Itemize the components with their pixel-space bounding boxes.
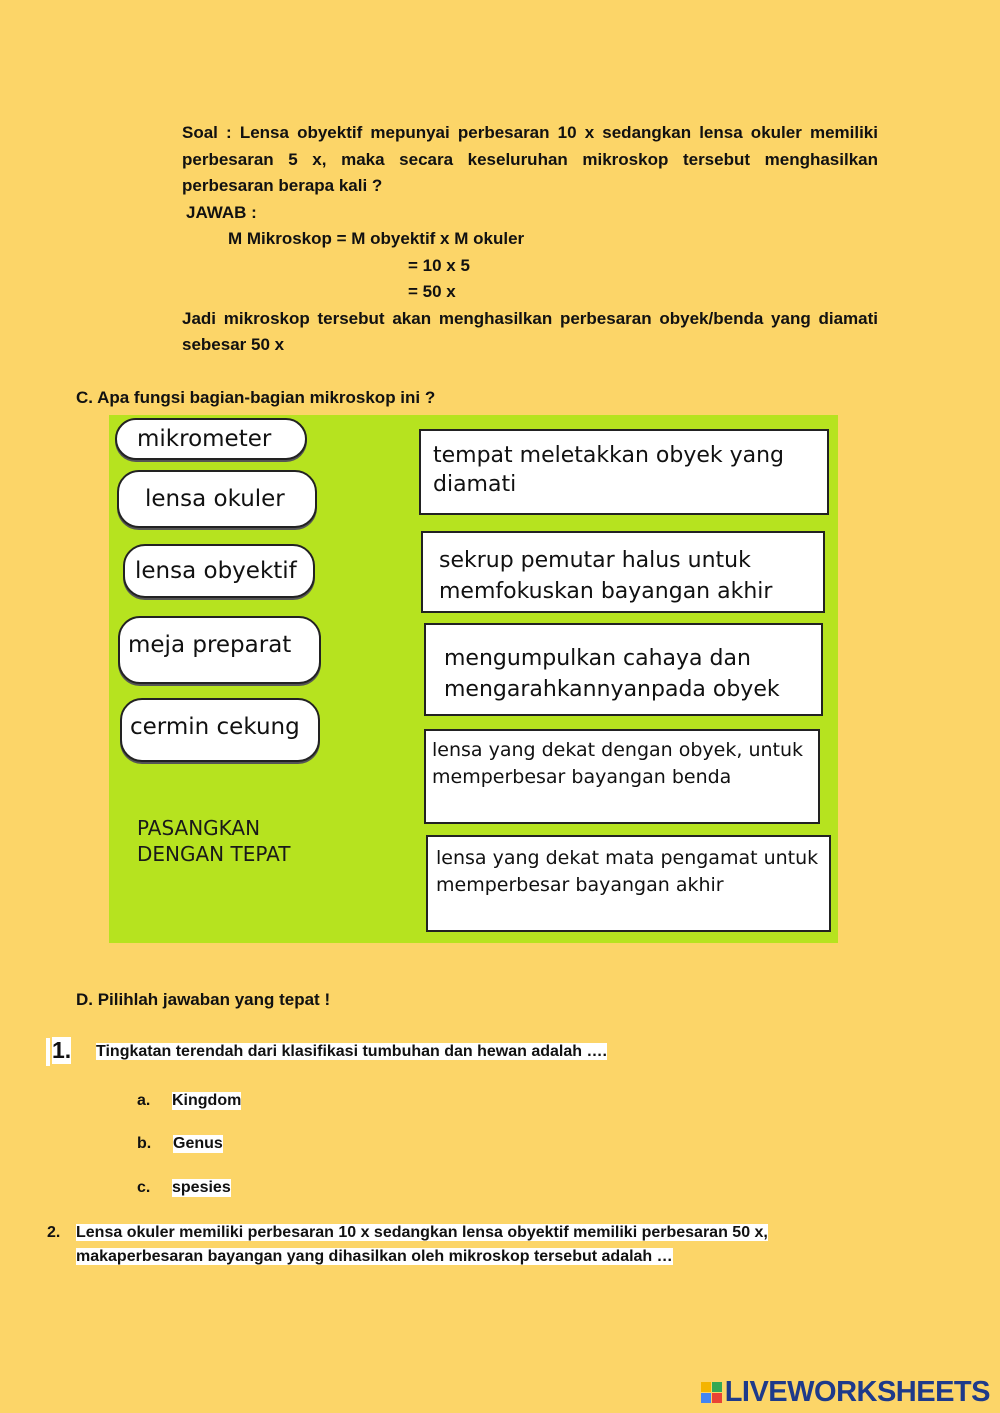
option-text[interactable]: spesies	[172, 1179, 231, 1196]
liveworksheets-brand	[701, 1376, 990, 1409]
liveworksheets-logo-icon	[701, 1382, 722, 1403]
question-2-line-1: Lensa okuler memiliki perbesaran 10 x sedangkan lensa obyektif memiliki perbesaran 50 x,	[76, 1224, 768, 1241]
term-lensa-okuler[interactable]: lensa okuler	[117, 470, 317, 528]
section-d-heading: D. Pilihlah jawaban yang tepat !	[76, 990, 331, 1009]
question-2	[47, 1221, 907, 1269]
matching-instruction: PASANGKAN DENGAN TEPAT	[137, 816, 291, 866]
example-conclusion: Jadi mikroskop tersebut akan menghasilkan perbesaran obyek/benda yang diamati sebesar 50 x	[182, 308, 878, 354]
option-text[interactable]: Kingdom	[172, 1092, 242, 1109]
term-cermin-cekung[interactable]: cermin cekung	[120, 698, 320, 762]
definition-5[interactable]: lensa yang dekat mata pengamat untuk memperbesar bayangan akhir	[426, 835, 831, 932]
definition-3[interactable]: mengumpulkan cahaya dan mengarahkannyanpada obyek	[424, 623, 823, 716]
term-meja-preparat[interactable]: meja preparat	[118, 616, 321, 684]
option-letter: a.	[137, 1092, 151, 1109]
question-1-number: 1.	[52, 1037, 72, 1063]
formula: M Mikroskop = M obyektif x M okuler	[228, 229, 525, 248]
question-2-line-2: makaperbesaran bayangan yang dihasilkan oleh mikroskop tersebut adalah …	[76, 1248, 673, 1265]
definition-4[interactable]: lensa yang dekat dengan obyek, untuk memperbesar bayangan benda	[424, 729, 820, 824]
calculation-step-1: = 10 x 5	[408, 255, 470, 275]
term-mikrometer[interactable]: mikrometer	[115, 418, 307, 460]
term-lensa-obyektif[interactable]: lensa obyektif	[123, 544, 315, 598]
answer-label: JAWAB :	[186, 202, 257, 222]
calculation-step-2: = 50 x	[408, 282, 456, 301]
matching-panel	[109, 415, 838, 943]
definition-1[interactable]: tempat meletakkan obyek yang diamati	[419, 429, 829, 515]
section-c-heading: C. Apa fungsi bagian-bagian mikroskop ini ?	[76, 388, 436, 407]
option-letter: c.	[137, 1179, 151, 1196]
option-letter: b.	[137, 1135, 152, 1152]
question-2-number: 2.	[47, 1224, 61, 1241]
example-question: Soal : Lensa obyektif mepunyai perbesaran 10 x sedangkan lensa okuler memiliki perbesaran 5 x, maka secara keseluruhan mikroskop tersebut menghasilkan perbesaran berapa kali ?	[182, 123, 878, 195]
definition-2[interactable]: sekrup pemutar halus untuk memfokuskan bayangan akhir	[421, 531, 825, 613]
question-1-text: Tingkatan terendah dari klasifikasi tumbuhan dan hewan adalah ….	[96, 1043, 607, 1060]
question-marker	[46, 1038, 50, 1066]
option-text[interactable]: Genus	[173, 1135, 223, 1152]
brand-name: LIVEWORKSHEETS	[724, 1376, 990, 1408]
worked-example	[182, 120, 878, 359]
